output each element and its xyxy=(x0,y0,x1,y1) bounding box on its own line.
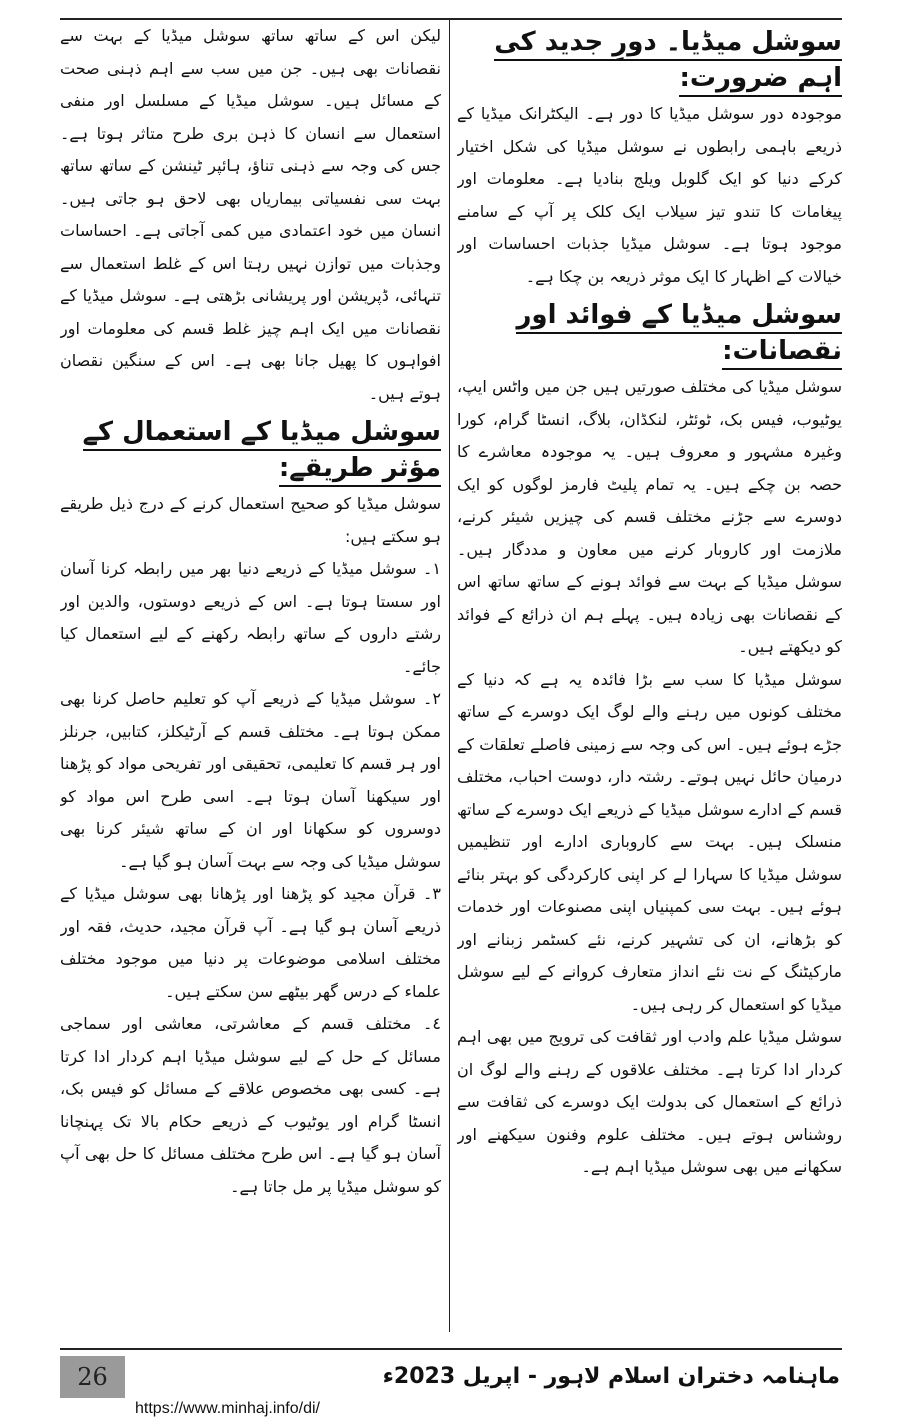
page-number: 26 xyxy=(60,1356,125,1398)
list-item-1: ١۔ سوشل میڈیا کے ذریعے دنیا بھر میں رابطہ کرنا آسان اور سستا ہوتا ہے۔ اس کے ذریعے دوستوں، والدین اور رشتے داروں کے ساتھ رابطہ رکھنے کے لیے استعمال کیا جائے۔ xyxy=(60,559,441,676)
paragraph-benefit-connection: سوشل میڈیا کا سب سے بڑا فائدہ یہ ہے کہ دنیا کے مختلف کونوں میں رہنے والے لوگ ایک دوسرے کے ساتھ جڑے ہوئے ہیں۔ اس کی وجہ سے زمینی فاصلے تعلقات کے درمیان حائل نہیں ہوتے۔ رشتہ دار، دوست احباب، مختلف قسم کے ادارے سوشل میڈیا کے ذریعے ایک دوسرے کے ساتھ منسلک ہیں۔ بہت سے کاروباری ادارے اور تنظیمیں سوشل میڈیا کا سہارا لے کر اپنی کارکردگی کو بہتر بنائے ہوئے ہیں۔ بہت سی کمپنیاں اپنی مصنوعات اور خدمات کو بڑھانے، ان کی تشہیر کرنے، نئے کسٹمر زبنانے اور مارکیٹنگ کے نت نئے انداز متعارف کروانے کے لیے سوشل میڈیا کو استعمال کر رہی ہیں۔ xyxy=(457,669,842,1014)
paragraph-intro: موجودہ دور سوشل میڈیا کا دور ہے۔ الیکٹرانک میڈیا کے ذریعے باہمی رابطوں نے سوشل میڈیا کی شکل اختیار کرکے دنیا کو ایک گلوبل ویلج بنادیا ہے۔ معلومات اور پیغامات کا تندو تیز سیلاب ایک کلک پر آپ کے سامنے موجود ہوتا ہے۔ سوشل میڈیا جذبات احساسات اور خیالات کے اظہار کا ایک موثر ذریعہ بن چکا ہے۔ xyxy=(457,104,842,286)
paragraph-platforms: سوشل میڈیا کی مختلف صورتیں ہیں جن میں واٹس ایپ، یوٹیوب، فیس بک، ٹوئٹر، لنکڈان، بلاگ، انسٹا گرام، کورا وغیرہ مشہور و معروف ہیں۔ یہ موجودہ معاشرے کا حصہ بن چکے ہیں۔ یہ تمام پلیٹ فارمز لوگوں کو ایک دوسرے سے جڑنے مختلف قسم کی چیزیں شیئر کرنے، ملازمت اور کاروبار کرنے میں معاون و مددگار ہیں۔ سوشل میڈیا کے بہت سے فوائد ہونے کے ساتھ ساتھ اس کے نقصانات بھی زیادہ ہیں۔ پہلے ہم ان ذرائع کے فوائد کو دیکھتے ہیں۔ xyxy=(457,377,842,656)
column-divider xyxy=(449,20,450,1332)
paragraph-benefit-culture: سوشل میڈیا علم وادب اور ثقافت کی ترویج میں بھی اہم کردار ادا کرتا ہے۔ مختلف علاقوں کے رہنے والے لوگ ان ذرائع کے استعمال کی بدولت ایک دوسرے کی ثقافت سے روشناس ہوتے ہیں۔ مختلف علوم وفنون سیکھنے اور سکھانے میں بھی سوشل میڈیا اہم ہے۔ xyxy=(457,1027,842,1176)
heading-importance: سوشل میڈیا۔ دورِ جدید کی اہم ضرورت: xyxy=(457,24,842,96)
heading-effective-use: سوشل میڈیا کے استعمال کے مؤثر طریقے: xyxy=(60,414,441,486)
paragraph-methods-intro: سوشل میڈیا کو صحیح استعمال کرنے کے درج ذیل طریقے ہو سکتے ہیں: xyxy=(60,494,441,546)
list-item-3: ٣۔ قرآن مجید کو پڑھنا اور پڑھانا بھی سوشل میڈیا کے ذریعے آسان ہو گیا ہے۔ آپ قرآن مجید، حدیث، فقہ اور مختلف اسلامی موضوعات پر دنیا میں موجود مختلف علماء کے درس گھر بیٹھے سن سکتے ہیں۔ xyxy=(60,884,441,1001)
footer-rule xyxy=(60,1348,842,1350)
right-column xyxy=(457,20,842,1332)
list-item-4: ٤۔ مختلف قسم کے معاشرتی، معاشی اور سماجی مسائل کے حل کے لیے سوشل میڈیا اہم کردار ادا کرتا ہے۔ کسی بھی مخصوص علاقے کے مسائل کو فیس بک، انسٹا گرام اور یوٹیوب کے ذریعے حکام بالا تک پہنچانا آسان ہو گیا ہے۔ اس طرح مختلف مسائل کا حل بھی آپ کو سوشل میڈیا پر مل جاتا ہے۔ xyxy=(60,1014,441,1196)
list-item-2: ٢۔ سوشل میڈیا کے ذریعے آپ کو تعلیم حاصل کرنا بھی ممکن ہوتا ہے۔ مختلف قسم کے آرٹیکلز، کتابیں، جرنلز اور ہر قسم کا تعلیمی، تحقیقی اور تفریحی مواد کو پڑھنا اور سیکھنا آسان ہوتا ہے۔ اسی طرح اس مواد کو دوسروں کو سکھانا اور ان کے ساتھ شیئر کرنا بھی سوشل میڈیا کی وجہ سے بہت آسان ہو گیا ہے۔ xyxy=(60,689,441,871)
source-url[interactable]: https://www.minhaj.info/di/ xyxy=(135,1400,320,1417)
paragraph-disadvantages: لیکن اس کے ساتھ ساتھ سوشل میڈیا کے بہت سے نقصانات بھی ہیں۔ جن میں سب سے اہم ذہنی صحت کے مسائل ہیں۔ سوشل میڈیا کے مسلسل اور منفی استعمال سے انسان کا ذہن بری طرح متاثر ہوتا ہے۔ جس کی وجہ سے ذہنی تناؤ، ہائپر ٹینشن کے ساتھ ساتھ بہت سی نفسیاتی بیماریاں بھی لاحق ہو جاتی ہیں۔ انسان میں خود اعتمادی میں کمی آجاتی ہے۔ احساسات وجذبات میں توازن نہیں رہتا اس کے غلط استعمال سے تنہائی، ڈپریشن اور پریشانی بڑھتی ہے۔ سوشل میڈیا کے نقصانات میں ایک اہم چیز غلط قسم کی معلومات اور افواہوں کا پھیل جانا بھی ہے۔ اس کے سنگین نقصان ہوتے ہیں۔ xyxy=(60,26,441,403)
left-column xyxy=(60,20,441,1332)
heading-pros-cons: سوشل میڈیا کے فوائد اور نقصانات: xyxy=(457,297,842,369)
magazine-footer: ماہنامہ دختران اسلام لاہور - اپریل 2023ء xyxy=(382,1364,840,1389)
